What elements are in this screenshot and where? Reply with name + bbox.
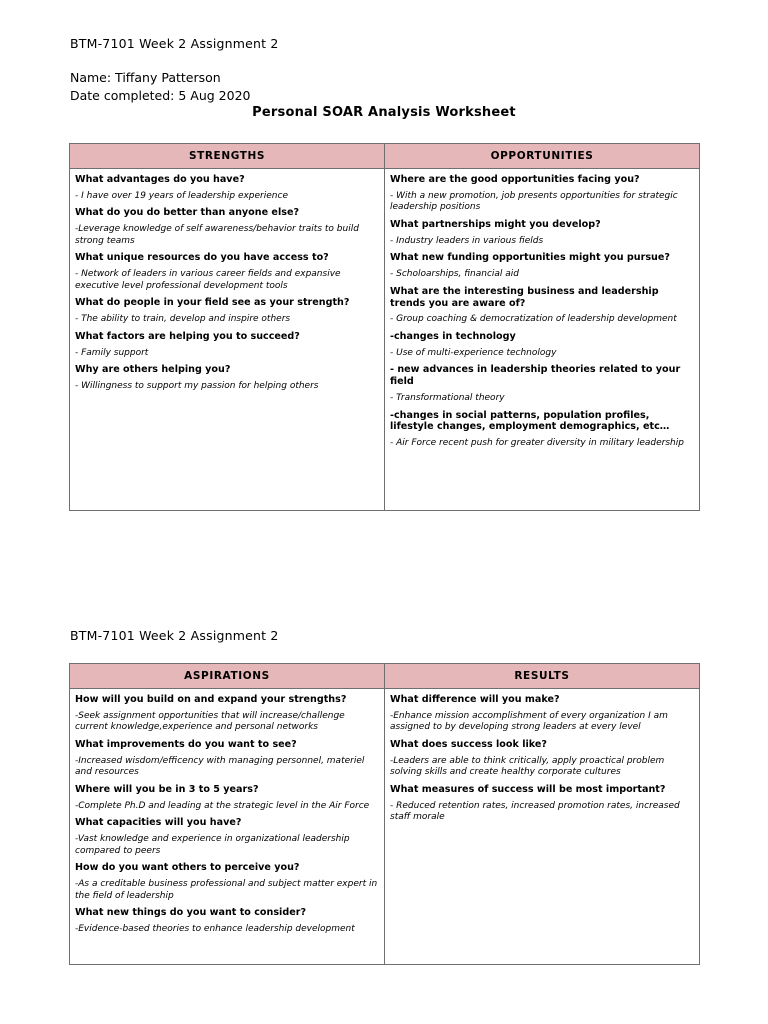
question: What partnerships might you develop? xyxy=(390,218,601,230)
answer: - Transformational theory xyxy=(390,392,505,403)
answer: - Scholoarships, financial aid xyxy=(390,269,520,280)
answer: -Seek assignment opportunities that will increase/challenge current knowledge,experience and personal networks xyxy=(75,710,345,733)
date-line: Date completed: 5 Aug 2020 xyxy=(70,88,251,103)
answer: - I have over 19 years of leadership experience xyxy=(75,190,288,201)
answer: - Reduced retention rates, increased promotion rates, increased staff morale xyxy=(390,800,680,823)
page2-header: BTM-7101 Week 2 Assignment 2 xyxy=(70,628,279,643)
answer: - Industry leaders in various fields xyxy=(390,235,544,246)
soar-table-ar xyxy=(69,663,700,965)
question: - new advances in leadership theories related to your field xyxy=(390,364,681,388)
answer: - The ability to train, develop and inspire others xyxy=(75,314,291,325)
name-line: Name: Tiffany Patterson xyxy=(70,70,221,85)
results-heading: RESULTS xyxy=(385,664,700,689)
question: -changes in social patterns, population profiles, lifestyle changes, employment demographics, etc… xyxy=(390,409,670,433)
worksheet-title: Personal SOAR Analysis Worksheet xyxy=(252,105,516,120)
aspirations-heading: ASPIRATIONS xyxy=(70,664,385,689)
question: How will you build on and expand your strengths? xyxy=(75,694,347,705)
question: What difference will you make? xyxy=(390,694,560,705)
question: Where will you be in 3 to 5 years? xyxy=(75,783,259,795)
answer: - With a new promotion, job presents opportunities for strategic leadership positions xyxy=(390,190,678,213)
answer: -Leaders are able to think critically, apply proactical problem solving skills and create healthy corporate cultures xyxy=(390,755,665,778)
question: What capacities will you have? xyxy=(75,817,242,829)
strengths-cell xyxy=(70,169,385,511)
soar-table-sw xyxy=(69,143,700,511)
results-cell xyxy=(385,689,700,965)
question: What advantages do you have? xyxy=(75,174,245,185)
opportunities-cell xyxy=(385,169,700,511)
opportunities-heading: OPPORTUNITIES xyxy=(385,144,700,169)
question: Where are the good opportunities facing you? xyxy=(390,174,640,185)
question: What unique resources do you have access to? xyxy=(75,252,329,264)
answer: -Leverage knowledge of self awareness/behavior traits to build strong teams xyxy=(75,224,359,246)
answer: - Willingness to support my passion for helping others xyxy=(75,380,319,391)
question: What do you do better than anyone else? xyxy=(75,207,300,219)
answer: -Evidence-based theories to enhance leadership development xyxy=(75,924,355,935)
answer: - Family support xyxy=(75,347,149,358)
question: What measures of success will be most important? xyxy=(390,783,666,795)
question: What are the interesting business and leadership trends you are aware of? xyxy=(390,285,659,309)
answer: -Vast knowledge and experience in organizational leadership compared to peers xyxy=(75,834,350,856)
answer: -Complete Ph.D and leading at the strategic level in the Air Force xyxy=(75,800,370,811)
question: What new funding opportunities might you pursue? xyxy=(390,252,670,264)
question: How do you want others to perceive you? xyxy=(75,862,300,874)
strengths-heading: STRENGTHS xyxy=(70,144,385,169)
answer: - Use of multi-experience technology xyxy=(390,347,557,358)
answer: - Air Force recent push for greater diversity in military leadership xyxy=(390,438,684,449)
answer: - Group coaching & democratization of leadership development xyxy=(390,314,677,325)
question: What new things do you want to consider? xyxy=(75,907,307,919)
question: -changes in technology xyxy=(390,330,516,342)
question: What does success look like? xyxy=(390,738,547,750)
question: What improvements do you want to see? xyxy=(75,738,297,750)
answer: -Enhance mission accomplishment of every organization I am assigned to by developing strong leaders at every level xyxy=(390,710,668,733)
answer: -As a creditable business professional and subject matter expert in the field of leadership xyxy=(75,879,378,901)
question: What do people in your field see as your strength? xyxy=(75,297,350,309)
answer: - Network of leaders in various career fields and expansive executive level professional development tools xyxy=(75,269,341,291)
question: Why are others helping you? xyxy=(75,364,231,376)
answer: -Increased wisdom/efficency with managing personnel, materiel and resources xyxy=(75,755,365,778)
page1-header: BTM-7101 Week 2 Assignment 2 xyxy=(70,36,279,51)
question: What factors are helping you to succeed? xyxy=(75,330,300,342)
aspirations-cell xyxy=(70,689,385,965)
